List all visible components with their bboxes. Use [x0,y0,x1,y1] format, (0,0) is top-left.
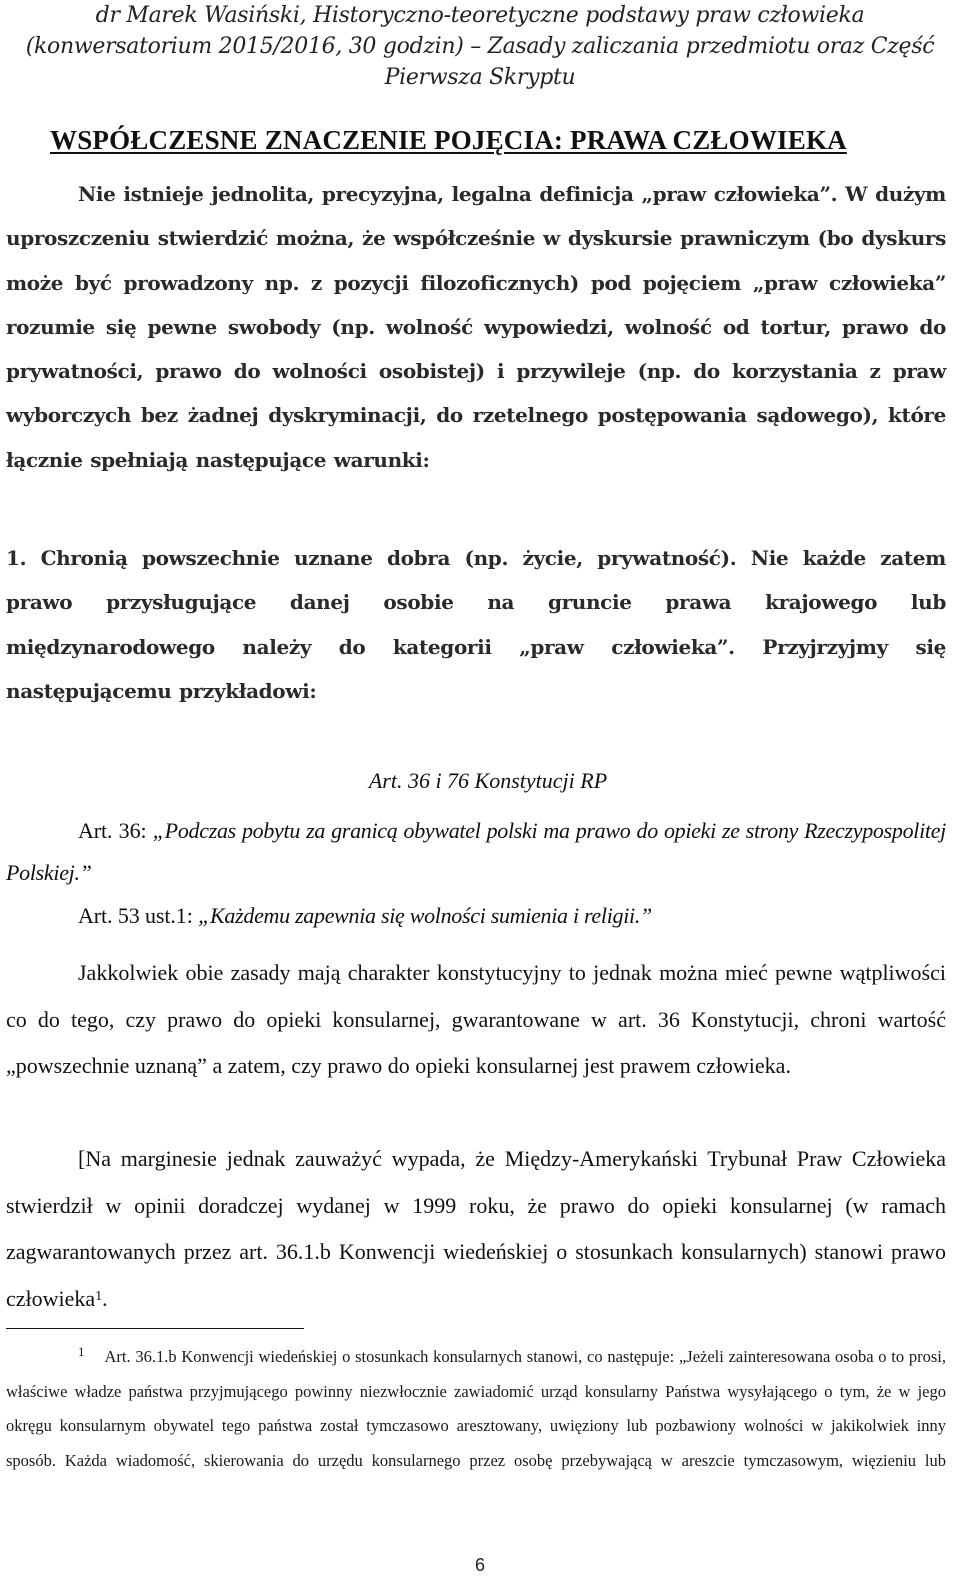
header-line-3: Pierwsza Skryptu [384,65,576,90]
paragraph-consular-doubt: Jakkolwiek obie zasady mają charakter konstytucyjny to jednak można mieć pewne wątpliwości co do tego, czy prawo do opieki konsularnej, gwarantowane w art. 36 Konstytucji, chroni wartość „powszechnie uznaną” a zatem, czy prawo do opieki konsularnej jest prawem człowieka. [6,960,946,1078]
footnote-reference[interactable]: 1 [95,1288,103,1304]
article-36-label: Art. 36: [78,818,153,843]
article-36-quote [6,810,946,894]
running-header [20,0,940,93]
article-53-text: „Każdemu zapewnia się wolności sumienia i religii.” [198,903,652,928]
citation-title: Art. 36 i 76 Konstytucji RP [368,768,608,793]
article-36-text: „Podczas pobytu za granicą obywatel polski ma prawo do opieki ze strony Rzeczypospolitej Polskiej.” [6,818,946,885]
paragraph-condition-1: 1. Chronią powszechnie uznane dobra (np. życie, prywatność). Nie każde zatem prawo przysługujące danej osobie na gruncie prawa krajowego lub międzynarodowego należy do kategorii „praw człowieka”. Przyjrzyjmy się następującemu przykładowi: [6,546,946,703]
footnote [6,1340,946,1478]
header-line-2: (konwersatorium 2015/2016, 30 godzin) – Zasady zaliczania przedmiotu oraz Część [25,34,935,59]
footnote-separator [6,1328,304,1329]
article-53-quote [6,895,946,937]
paragraph-margin-note [6,1136,946,1322]
paragraph-margin-note-end: . [102,1285,108,1311]
paragraph-margin-note-text: [Na marginesie jednak zauważyć wypada, że Między-Amerykański Trybunał Praw Człowieka stwierdził w opinii doradczej wydanej w 1999 roku, że prawo do opieki konsularnej (w ramach zagwarantowanych przez art. 36.1.b Konwencji wiedeńskiej o stosunkach konsularnych) stanowi prawo człowieka [6,1146,946,1311]
page-number: 6 [474,1555,485,1575]
footnote-text: Art. 36.1.b Konwencji wiedeńskiej o stosunkach konsularnych stanowi, co następuje: „Jeżeli zainteresowana osoba o to prosi, właściwe władze państwa przyjmującego powinny niezwłocznie zawiadomić urząd konsularny Państwa wysyłającego o tym, że w jego okręgu konsularnym obywatel tego państwa został tymczasowo aresztowany, uwięziony lub pozbawiony wolności w jakikolwiek inny sposób. Każda wiadomość, skierowania do urzędu konsularnego przez osobę przebywającą w areszcie tymczasowym, więzieniu lub [6,1347,946,1470]
paragraph-definition: Nie istnieje jednolita, precyzyjna, legalna definicja „praw człowieka”. W dużym uproszczeniu stwierdzić można, że współcześnie w dyskursie prawniczym (bo dyskurs może być prowadzony np. z pozycji filozoficznych) pod pojęciem „praw człowieka” rozumie się pewne swobody (np. wolność wypowiedzi, wolność od tortur, prawo do prywatności, prawo do wolności osobistej) i przywileje (np. do korzystania z praw wyborczych bez żadnej dyskryminacji, do rzetelnego postępowania sądowego), które łącznie spełniają następujące warunki: [6,182,946,472]
footnote-mark: 1 [78,1344,85,1359]
section-heading: WSPÓŁCZESNE ZNACZENIE POJĘCIA: PRAWA CZŁOWIEKA [50,125,847,155]
article-53-label: Art. 53 ust.1: [78,903,199,928]
header-line-1: dr Marek Wasiński, Historyczno-teoretyczne podstawy praw człowieka [95,3,865,28]
